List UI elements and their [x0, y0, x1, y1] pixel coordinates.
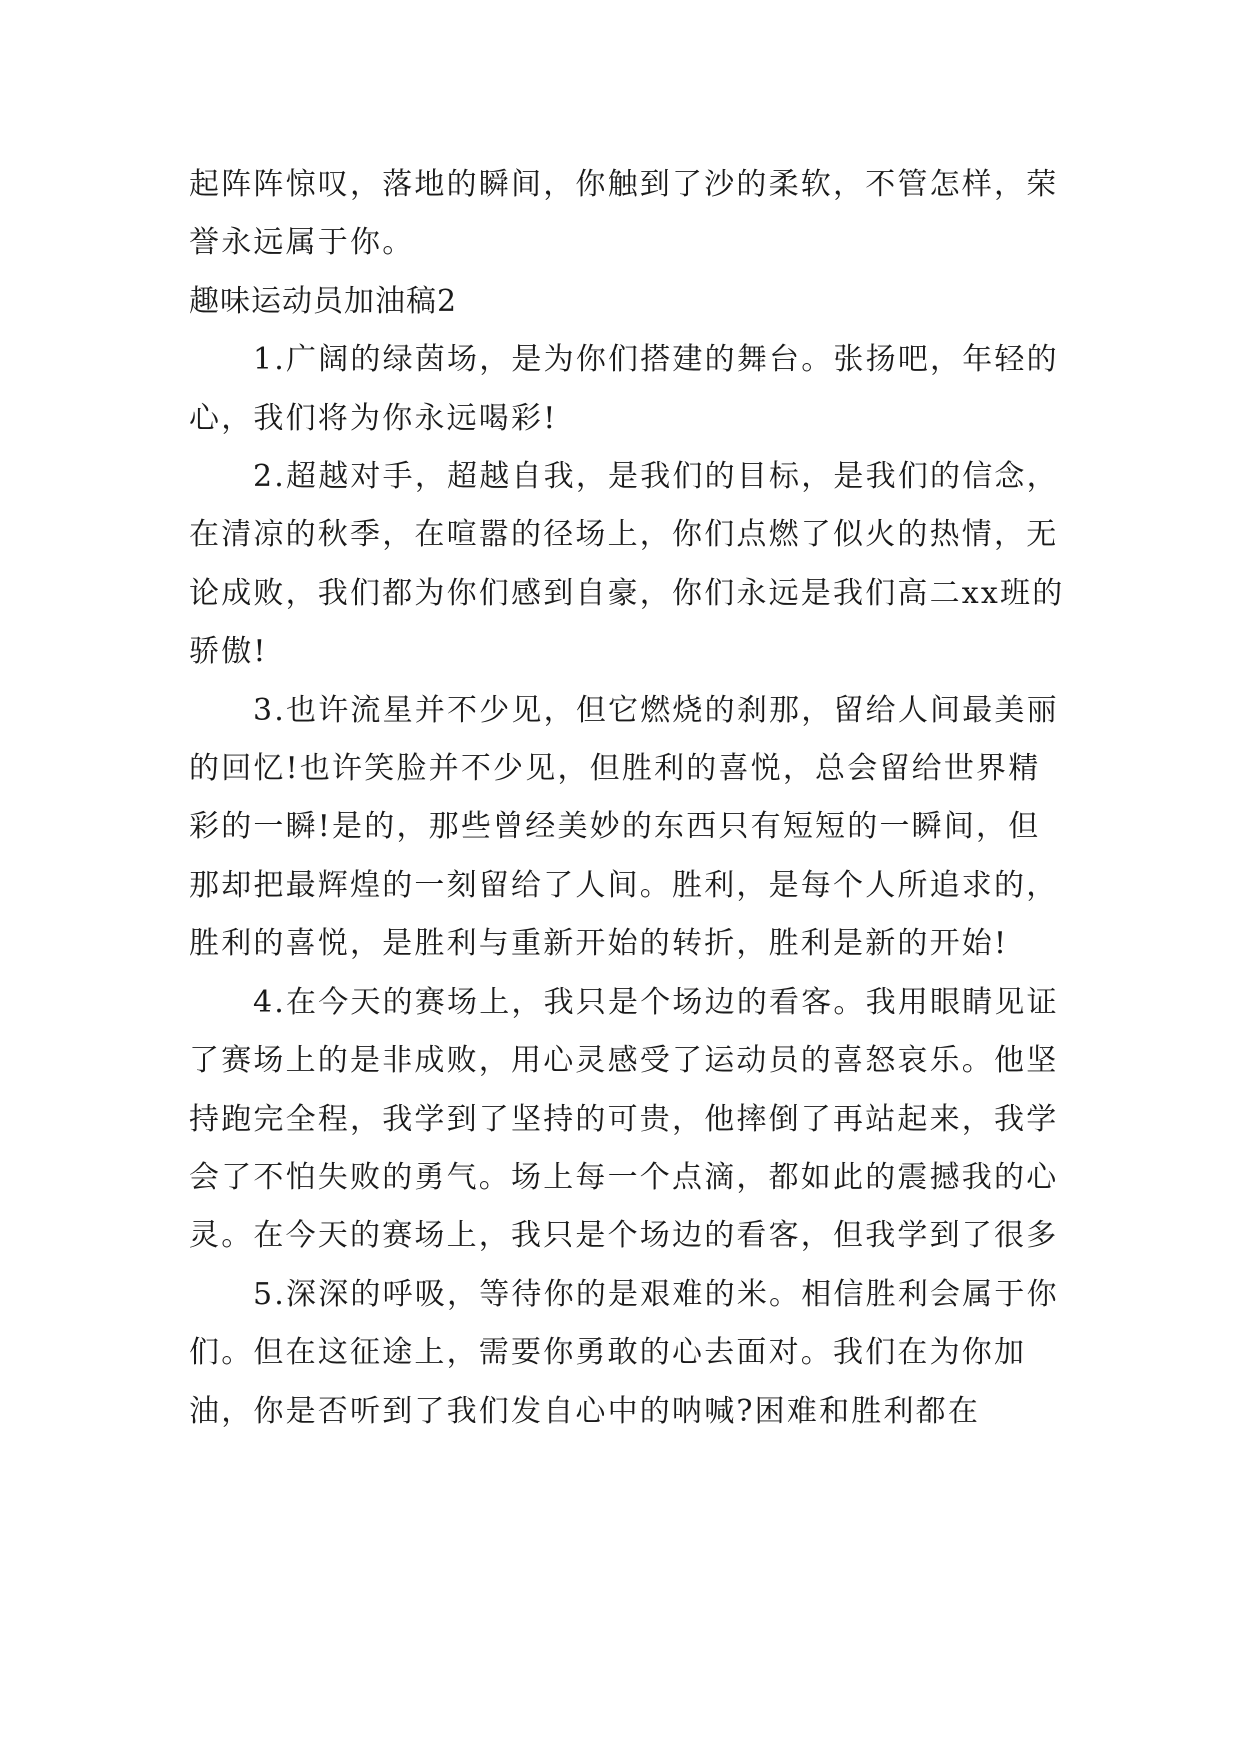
section-heading: 趣味运动员加油稿2 — [189, 283, 458, 319]
paragraph-3: 3.也许流星并不少见，但它燃烧的刹那，留给人间最美丽的回忆!也许笑脸并不少见，但胜利的喜悦，总会留给世界精彩的一瞬!是的，那些曾经美妙的东西只有短短的一瞬间，但那却把最辉煌的一刻留给了人间。胜利，是每个人所追求的，胜利的喜悦，是胜利与重新开始的转折，胜利是新的开始! — [189, 692, 1059, 962]
paragraph-4: 4.在今天的赛场上，我只是个场边的看客。我用眼睛见证了赛场上的是非成败，用心灵感受了运动员的喜怒哀乐。他坚持跑完全程，我学到了坚持的可贵，他摔倒了再站起来，我学会了不怕失败的勇气。场上每一个点滴，都如此的震撼我的心灵。在今天的赛场上，我只是个场边的看客，但我学到了很多 — [189, 984, 1059, 1254]
continued-paragraph: 起阵阵惊叹，落地的瞬间，你触到了沙的柔软，不管怎样，荣誉永远属于你。 — [189, 167, 1059, 261]
paragraph-5: 5.深深的呼吸，等待你的是艰难的米。相信胜利会属于你们。但在这征途上，需要你勇敢的心去面对。我们在为你加油，你是否听到了我们发自心中的呐喊?困难和胜利都在 — [189, 1276, 1059, 1429]
document-body — [189, 156, 1069, 1441]
paragraph-1: 1.广阔的绿茵场，是为你们搭建的舞台。张扬吧，年轻的心，我们将为你永远喝彩! — [189, 342, 1059, 436]
paragraph-2: 2.超越对手，超越自我，是我们的目标，是我们的信念，在清凉的秋季，在喧嚣的径场上，你们点燃了似火的热情，无论成败，我们都为你们感到自豪，你们永远是我们高二xx班的骄傲! — [189, 459, 1065, 670]
